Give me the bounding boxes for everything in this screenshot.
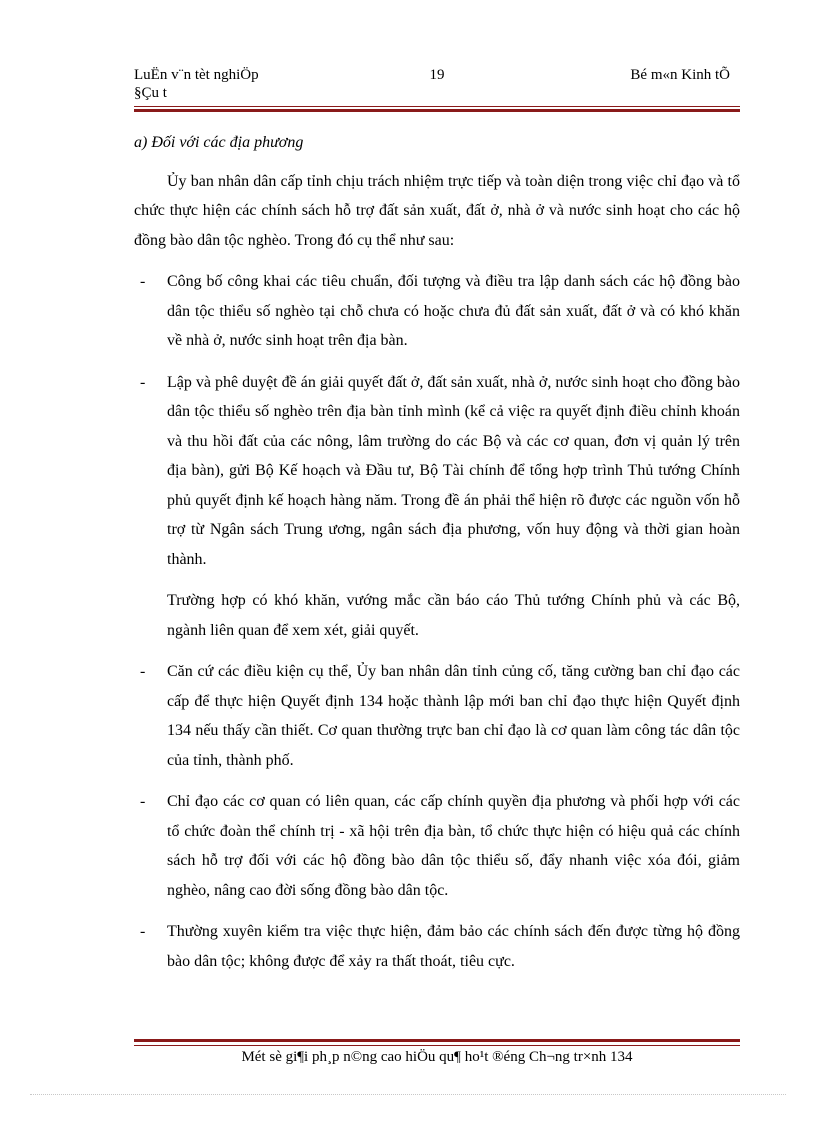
list-item (140, 368, 741, 575)
page-number: 19 (429, 67, 445, 83)
list-item-text: Công bố công khai các tiêu chuẩn, đối tượng và điều tra lập danh sách các hộ đồng bào dân tộc thiểu số nghèo tại chỗ chưa có hoặc chưa đủ đất sản xuất, đất ở và có khó khăn về nhà ở, nước sinh hoạt trên địa bàn. (167, 273, 740, 349)
list-item-text: Chỉ đạo các cơ quan có liên quan, các cấp chính quyền địa phương và phối hợp với các tổ chức đoàn thể chính trị - xã hội trên địa bàn, tổ chức thực hiện có hiệu quả các chính sách hỗ trợ đối với các hộ đồng bào dân tộc thiểu số, đẩy nhanh việc xóa đói, giảm nghèo, nâng cao đời sống đồng bào dân tộc. (167, 793, 740, 899)
header-department: Bé m«n Kinh tÕ (630, 67, 730, 83)
page-header (134, 66, 740, 110)
bullet-marker: - (140, 373, 146, 391)
header-thesis-title: LuËn v¨n tèt nghiÖp (134, 67, 259, 83)
page-footer: Mét sè gi¶i ph¸p n©ng cao hiÖu qu¶ ho¹t ®éng Ch¬ng tr×nh 134 (241, 1049, 633, 1065)
bullet-marker: - (140, 663, 146, 680)
bullet-marker: - (140, 273, 146, 290)
note-paragraph: Trường hợp có khó khăn, vướng mắc cần báo cáo Thủ tướng Chính phủ và các Bộ, ngành liên quan để xem xét, giải quyết. (167, 592, 740, 639)
list-item-text: Căn cứ các điều kiện cụ thể, Ủy ban nhân dân tỉnh củng cố, tăng cường ban chỉ đạo các cấp để thực hiện Quyết định 134 hoặc thành lập mới ban chỉ đạo thực hiện Quyết định 134 nếu thấy cần thiết. Cơ quan thường trực ban chỉ đạo là cơ quan làm công tác dân tộc của tỉnh, thành phố. (167, 663, 740, 769)
list-item (140, 787, 740, 905)
header-rule-thick (134, 109, 740, 112)
section-heading: a) Đối với các địa phương (134, 134, 304, 151)
header-rule-thin (134, 106, 740, 107)
list-item (140, 657, 740, 775)
list-item-text: Lập và phê duyệt đề án giải quyết đất ở, đất sản xuất, nhà ở, nước sinh hoạt cho đồng bào dân tộc thiểu số nghèo trên địa bàn tỉnh mình (kể cả việc ra quyết định điều chỉnh khoán và thu hồi đất của các nông, lâm trường do các Bộ và các cơ quan, đơn vị quản lý trên địa bàn), gửi Bộ Kế hoạch và Đầu tư, Bộ Tài chính để tổng hợp trình Thủ tướng Chính phủ quyết định kế hoạch hàng năm. Trong đề án phải thể hiện rõ được các nguồn vốn hỗ trợ từ Ngân sách Trung ương, ngân sách địa phương, vốn huy động và thời gian hoàn thành. (167, 373, 741, 568)
list-item (140, 917, 740, 976)
intro-paragraph: Ủy ban nhân dân cấp tỉnh chịu trách nhiệm trực tiếp và toàn diện trong việc chỉ đạo và tổ chức thực hiện các chính sách hỗ trợ đất sản xuất, đất ở, nhà ở và nước sinh hoạt cho các hộ đồng bào dân tộc nghèo. Trong đó cụ thể như sau: (134, 172, 740, 249)
bullet-marker: - (140, 923, 146, 940)
page-body (134, 128, 740, 988)
header-thesis-subtitle: §Çu t (134, 85, 167, 101)
list-item-text: Thường xuyên kiểm tra việc thực hiện, đảm bảo các chính sách đến được từng hộ đồng bào dân tộc; không được để xảy ra thất thoát, tiêu cực. (167, 923, 740, 970)
footer-rule-thin (134, 1045, 740, 1046)
bullet-marker: - (140, 793, 146, 810)
footer-rule-thick (134, 1039, 740, 1042)
list-item (140, 267, 740, 356)
page-boundary-dotted-line (30, 1094, 786, 1095)
